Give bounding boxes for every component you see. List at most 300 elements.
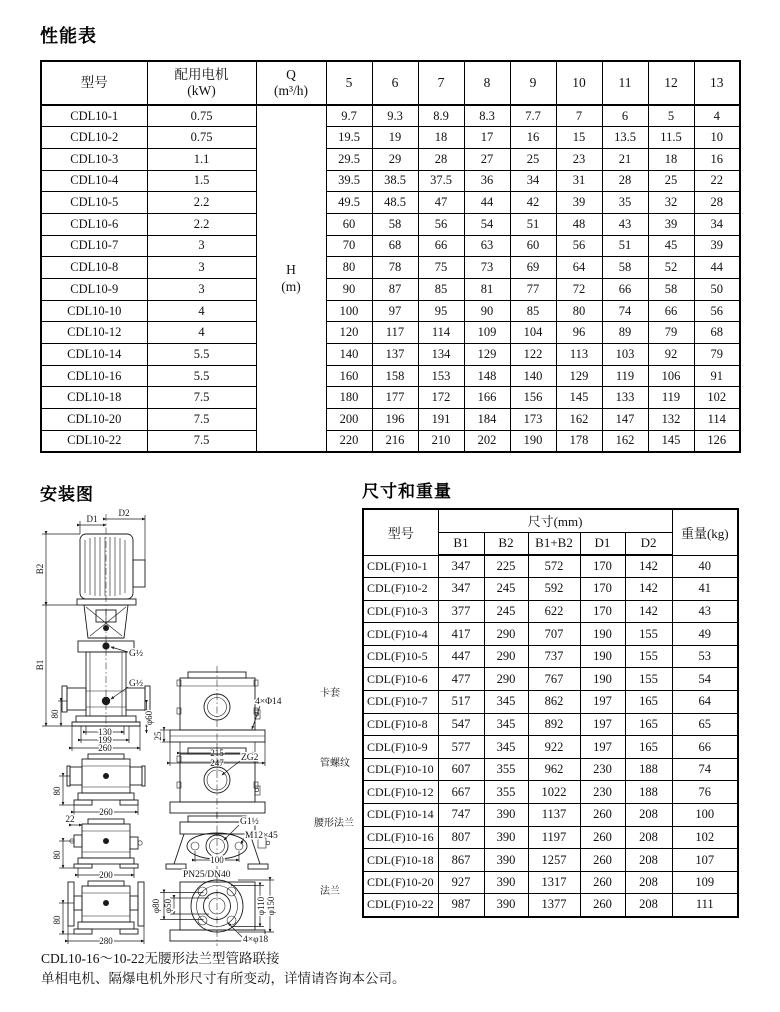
value-cell: 867	[438, 849, 484, 872]
value-cell: 25	[648, 170, 694, 192]
model-cell: CDL10-16	[41, 365, 147, 387]
col-header-size-group: 尺寸(mm)	[438, 509, 672, 532]
flange-label: 法兰	[320, 886, 340, 897]
value-cell: 22	[694, 170, 740, 192]
value-cell: 107	[672, 849, 738, 872]
value-cell: 3	[147, 279, 256, 301]
col-header-q7: 7	[418, 61, 464, 105]
model-cell: CDL(F)10-20	[363, 871, 438, 894]
base-side-view-260	[52, 754, 145, 817]
value-cell: 66	[672, 736, 738, 759]
model-cell: CDL(F)10-1	[363, 555, 438, 578]
value-cell: 922	[528, 736, 580, 759]
model-cell: CDL(F)10-8	[363, 713, 438, 736]
value-cell: 42	[510, 192, 556, 214]
table-row	[363, 804, 738, 827]
value-cell: 18	[648, 148, 694, 170]
dim-25-label: 25	[153, 731, 163, 741]
value-cell: 44	[464, 192, 510, 214]
value-cell: 79	[694, 344, 740, 366]
value-cell: 58	[648, 279, 694, 301]
value-cell: 170	[580, 578, 625, 601]
dim-phi110-label: φ110	[256, 896, 266, 916]
dim-22-label: 22	[65, 814, 75, 824]
value-cell: 190	[510, 430, 556, 452]
model-cell: CDL10-20	[41, 409, 147, 431]
model-cell: CDL10-9	[41, 279, 147, 301]
pump-front-view	[35, 508, 154, 753]
model-cell: CDL(F)10-6	[363, 668, 438, 691]
value-cell: 114	[418, 322, 464, 344]
value-cell: 208	[625, 849, 672, 872]
value-cell: 17	[464, 127, 510, 149]
value-cell: 29.5	[326, 148, 372, 170]
value-cell: 390	[484, 849, 528, 872]
table-row	[41, 387, 740, 409]
value-cell: 133	[602, 387, 648, 409]
dim-phi60-label: φ60	[144, 710, 154, 726]
value-cell: 4	[147, 300, 256, 322]
value-cell: 0.75	[147, 127, 256, 149]
footnote-flange-note: CDL10-16～10-22无腰形法兰型管路联接	[41, 951, 280, 966]
col-header-q8: 8	[464, 61, 510, 105]
value-cell: 170	[580, 555, 625, 578]
value-cell: 35	[602, 192, 648, 214]
col-header-q11: 11	[602, 61, 648, 105]
value-cell: 10	[694, 127, 740, 149]
value-cell: 18	[418, 127, 464, 149]
value-cell: 517	[438, 691, 484, 714]
value-cell: 43	[672, 600, 738, 623]
value-cell: 100	[326, 300, 372, 322]
footnote-motor-note: 单相电机、隔爆电机外形尺寸有所变动，详情请咨询本公司。	[41, 971, 406, 986]
value-cell: 8.9	[418, 105, 464, 127]
col-header-model: 型号	[363, 509, 438, 555]
dim-199-label: 199	[98, 735, 112, 745]
value-cell: 16	[694, 148, 740, 170]
value-cell: 892	[528, 713, 580, 736]
value-cell: 140	[510, 365, 556, 387]
value-cell: 155	[625, 668, 672, 691]
value-cell: 197	[580, 736, 625, 759]
value-cell: 56	[418, 213, 464, 235]
value-cell: 3	[147, 235, 256, 257]
model-cell: CDL10-18	[41, 387, 147, 409]
value-cell: 390	[484, 894, 528, 917]
value-cell: 208	[625, 804, 672, 827]
value-cell: 78	[372, 257, 418, 279]
value-cell: 126	[694, 430, 740, 452]
model-cell: CDL(F)10-3	[363, 600, 438, 623]
dimensions-table	[362, 508, 739, 918]
value-cell: 230	[580, 781, 625, 804]
flange-view	[151, 870, 340, 946]
table-row	[363, 691, 738, 714]
value-cell: 4	[147, 322, 256, 344]
table-row	[41, 344, 740, 366]
value-cell: 29	[372, 148, 418, 170]
base-side-view-200	[52, 814, 142, 880]
value-cell: 4	[694, 105, 740, 127]
value-cell: 77	[510, 279, 556, 301]
value-cell: 91	[694, 365, 740, 387]
table-row	[41, 279, 740, 301]
model-cell: CDL(F)10-12	[363, 781, 438, 804]
value-cell: 69	[510, 257, 556, 279]
head-unit-merged-cell: H (m)	[256, 105, 326, 452]
value-cell: 355	[484, 758, 528, 781]
dim-100-label: 100	[210, 855, 224, 865]
table-row	[363, 826, 738, 849]
value-cell: 114	[694, 409, 740, 431]
m12x45-label: M12×45	[245, 831, 278, 841]
value-cell: 347	[438, 578, 484, 601]
table-row	[41, 127, 740, 149]
value-cell: 53	[672, 645, 738, 668]
value-cell: 377	[438, 600, 484, 623]
dim-d1-label: D1	[86, 514, 98, 524]
value-cell: 100	[672, 804, 738, 827]
value-cell: 16	[510, 127, 556, 149]
value-cell: 106	[648, 365, 694, 387]
value-cell: 572	[528, 555, 580, 578]
value-cell: 119	[648, 387, 694, 409]
value-cell: 21	[602, 148, 648, 170]
value-cell: 607	[438, 758, 484, 781]
dim-phi50-label: φ50	[163, 898, 173, 914]
value-cell: 11.5	[648, 127, 694, 149]
dim-80-v2-label: 80	[52, 786, 62, 796]
dimensions-header-row-1	[363, 509, 738, 532]
dim-130-label: 130	[98, 727, 112, 737]
value-cell: 1022	[528, 781, 580, 804]
dim-b1-label: B1	[35, 659, 45, 671]
table-row	[363, 668, 738, 691]
value-cell: 162	[602, 430, 648, 452]
value-cell: 160	[326, 365, 372, 387]
pn25-dn40-label: PN25/DN40	[183, 870, 231, 880]
value-cell: 145	[556, 387, 602, 409]
col-header-q6: 6	[372, 61, 418, 105]
value-cell: 260	[580, 871, 625, 894]
value-cell: 3	[147, 257, 256, 279]
value-cell: 153	[418, 365, 464, 387]
value-cell: 862	[528, 691, 580, 714]
model-cell: CDL(F)10-4	[363, 623, 438, 646]
value-cell: 7.5	[147, 430, 256, 452]
performance-table	[40, 60, 741, 453]
value-cell: 19	[372, 127, 418, 149]
g-half-lower-label: G½	[129, 679, 143, 689]
value-cell: 92	[648, 344, 694, 366]
model-cell: CDL10-2	[41, 127, 147, 149]
value-cell: 145	[648, 430, 694, 452]
dim-260-v2-label: 260	[99, 807, 113, 817]
table-row	[41, 300, 740, 322]
value-cell: 180	[326, 387, 372, 409]
value-cell: 39.5	[326, 170, 372, 192]
value-cell: 119	[602, 365, 648, 387]
pipe-thread-view	[170, 744, 350, 818]
value-cell: 122	[510, 344, 556, 366]
value-cell: 74	[602, 300, 648, 322]
value-cell: 7	[556, 105, 602, 127]
value-cell: 592	[528, 578, 580, 601]
value-cell: 56	[556, 235, 602, 257]
value-cell: 225	[484, 555, 528, 578]
value-cell: 49	[672, 623, 738, 646]
table-row	[41, 170, 740, 192]
value-cell: 216	[372, 430, 418, 452]
value-cell: 170	[580, 600, 625, 623]
model-cell: CDL10-1	[41, 105, 147, 127]
base-side-view-280	[52, 881, 144, 946]
value-cell: 48.5	[372, 192, 418, 214]
value-cell: 25	[510, 148, 556, 170]
dim-phi80-label: φ80	[151, 898, 161, 914]
value-cell: 245	[484, 600, 528, 623]
value-cell: 58	[372, 213, 418, 235]
model-cell: CDL(F)10-14	[363, 804, 438, 827]
value-cell: 102	[672, 826, 738, 849]
table-row	[363, 623, 738, 646]
col-header-flow	[256, 61, 326, 105]
value-cell: 155	[625, 623, 672, 646]
value-cell: 147	[602, 409, 648, 431]
value-cell: 49.5	[326, 192, 372, 214]
value-cell: 1137	[528, 804, 580, 827]
dim-80-v4-label: 80	[52, 915, 62, 925]
value-cell: 58	[602, 257, 648, 279]
value-cell: 134	[418, 344, 464, 366]
waist-flange-label: 腰形法兰	[314, 818, 354, 829]
table-row	[41, 257, 740, 279]
value-cell: 807	[438, 826, 484, 849]
value-cell: 85	[418, 279, 464, 301]
model-cell: CDL10-22	[41, 430, 147, 452]
value-cell: 190	[580, 645, 625, 668]
value-cell: 34	[694, 213, 740, 235]
value-cell: 5.5	[147, 344, 256, 366]
model-cell: CDL10-4	[41, 170, 147, 192]
table-row	[41, 409, 740, 431]
value-cell: 66	[602, 279, 648, 301]
col-header-b1: B1	[438, 532, 484, 555]
value-cell: 27	[464, 148, 510, 170]
value-cell: 166	[464, 387, 510, 409]
performance-section-title: 性能表	[40, 26, 97, 46]
col-header-flow-line2: (m³/h)	[273, 83, 309, 98]
value-cell: 260	[580, 804, 625, 827]
value-cell: 9.7	[326, 105, 372, 127]
value-cell: 38.5	[372, 170, 418, 192]
model-cell: CDL10-12	[41, 322, 147, 344]
value-cell: 140	[326, 344, 372, 366]
value-cell: 36	[464, 170, 510, 192]
col-header-weight: 重量(kg)	[672, 509, 738, 555]
value-cell: 260	[580, 849, 625, 872]
value-cell: 48	[556, 213, 602, 235]
value-cell: 64	[556, 257, 602, 279]
value-cell: 345	[484, 691, 528, 714]
table-row	[363, 578, 738, 601]
table-row	[363, 781, 738, 804]
value-cell: 577	[438, 736, 484, 759]
table-row	[41, 235, 740, 257]
table-row	[363, 645, 738, 668]
model-cell: CDL(F)10-18	[363, 849, 438, 872]
value-cell: 173	[510, 409, 556, 431]
ferrule-label: 卡套	[320, 688, 340, 699]
model-cell: CDL(F)10-7	[363, 691, 438, 714]
installation-diagram	[28, 504, 360, 950]
value-cell: 290	[484, 668, 528, 691]
value-cell: 40	[672, 555, 738, 578]
value-cell: 109	[464, 322, 510, 344]
holes-4x14-label: 4×Φ14	[255, 697, 282, 707]
table-row	[41, 430, 740, 452]
value-cell: 767	[528, 668, 580, 691]
value-cell: 132	[648, 409, 694, 431]
value-cell: 63	[464, 235, 510, 257]
value-cell: 737	[528, 645, 580, 668]
value-cell: 39	[694, 235, 740, 257]
table-row	[363, 894, 738, 917]
value-cell: 208	[625, 871, 672, 894]
value-cell: 54	[672, 668, 738, 691]
model-cell: CDL10-14	[41, 344, 147, 366]
value-cell: 39	[556, 192, 602, 214]
value-cell: 47	[418, 192, 464, 214]
dim-260-label: 260	[98, 743, 112, 753]
table-row	[363, 758, 738, 781]
value-cell: 158	[372, 365, 418, 387]
table-row	[363, 713, 738, 736]
value-cell: 129	[464, 344, 510, 366]
value-cell: 109	[672, 871, 738, 894]
value-cell: 137	[372, 344, 418, 366]
value-cell: 72	[556, 279, 602, 301]
value-cell: 5	[648, 105, 694, 127]
model-cell: CDL(F)10-16	[363, 826, 438, 849]
value-cell: 79	[648, 322, 694, 344]
value-cell: 65	[672, 713, 738, 736]
col-header-flow-line1: Q	[286, 67, 296, 83]
value-cell: 156	[510, 387, 556, 409]
col-header-b2: B2	[484, 532, 528, 555]
value-cell: 622	[528, 600, 580, 623]
value-cell: 52	[648, 257, 694, 279]
dim-phi150-label: φ150	[266, 896, 276, 916]
col-header-q12: 12	[648, 61, 694, 105]
value-cell: 96	[556, 322, 602, 344]
value-cell: 1197	[528, 826, 580, 849]
g-half-upper-label: G½	[129, 649, 143, 659]
value-cell: 60	[510, 235, 556, 257]
dimensions-section-title: 尺寸和重量	[362, 482, 452, 501]
value-cell: 28	[694, 192, 740, 214]
value-cell: 19.5	[326, 127, 372, 149]
dim-247-label: 247	[210, 758, 224, 768]
value-cell: 80	[326, 257, 372, 279]
value-cell: 172	[418, 387, 464, 409]
value-cell: 68	[694, 322, 740, 344]
model-cell: CDL(F)10-2	[363, 578, 438, 601]
value-cell: 56	[694, 300, 740, 322]
value-cell: 667	[438, 781, 484, 804]
value-cell: 70	[326, 235, 372, 257]
g1half-label: G1½	[240, 817, 259, 827]
value-cell: 54	[464, 213, 510, 235]
model-cell: CDL10-7	[41, 235, 147, 257]
value-cell: 707	[528, 623, 580, 646]
value-cell: 9.3	[372, 105, 418, 127]
col-header-q13: 13	[694, 61, 740, 105]
value-cell: 66	[418, 235, 464, 257]
value-cell: 13.5	[602, 127, 648, 149]
value-cell: 927	[438, 871, 484, 894]
value-cell: 208	[625, 894, 672, 917]
value-cell: 547	[438, 713, 484, 736]
value-cell: 188	[625, 758, 672, 781]
value-cell: 111	[672, 894, 738, 917]
value-cell: 64	[672, 691, 738, 714]
value-cell: 155	[625, 645, 672, 668]
value-cell: 347	[438, 555, 484, 578]
value-cell: 81	[464, 279, 510, 301]
value-cell: 210	[418, 430, 464, 452]
value-cell: 390	[484, 826, 528, 849]
value-cell: 7.7	[510, 105, 556, 127]
value-cell: 477	[438, 668, 484, 691]
value-cell: 85	[510, 300, 556, 322]
table-row	[363, 871, 738, 894]
value-cell: 417	[438, 623, 484, 646]
value-cell: 68	[372, 235, 418, 257]
value-cell: 129	[556, 365, 602, 387]
value-cell: 245	[484, 578, 528, 601]
value-cell: 197	[580, 691, 625, 714]
value-cell: 44	[694, 257, 740, 279]
table-row	[363, 555, 738, 578]
value-cell: 260	[580, 894, 625, 917]
pipe-thread-label: 管螺纹	[320, 758, 350, 769]
value-cell: 90	[464, 300, 510, 322]
model-cell: CDL(F)10-10	[363, 758, 438, 781]
value-cell: 90	[326, 279, 372, 301]
value-cell: 290	[484, 645, 528, 668]
col-header-motor-line2: (kW)	[187, 83, 216, 98]
value-cell: 202	[464, 430, 510, 452]
value-cell: 32	[648, 192, 694, 214]
value-cell: 7.5	[147, 409, 256, 431]
dim-b2-label: B2	[35, 563, 45, 575]
value-cell: 1.5	[147, 170, 256, 192]
value-cell: 165	[625, 713, 672, 736]
value-cell: 113	[556, 344, 602, 366]
value-cell: 190	[580, 623, 625, 646]
model-cell: CDL10-5	[41, 192, 147, 214]
table-row	[41, 322, 740, 344]
value-cell: 104	[510, 322, 556, 344]
value-cell: 39	[648, 213, 694, 235]
value-cell: 120	[326, 322, 372, 344]
value-cell: 200	[326, 409, 372, 431]
value-cell: 102	[694, 387, 740, 409]
model-cell: CDL(F)10-9	[363, 736, 438, 759]
value-cell: 7.5	[147, 387, 256, 409]
value-cell: 73	[464, 257, 510, 279]
